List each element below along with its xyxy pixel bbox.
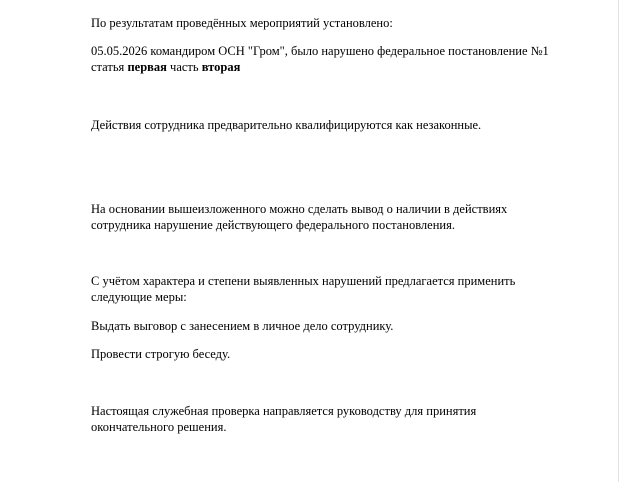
intro-paragraph: По результатам проведённых мероприятий установлено:: [91, 16, 393, 30]
part-number: вторая: [201, 60, 241, 74]
part-label: часть: [166, 60, 202, 74]
measures-intro-paragraph: [91, 273, 561, 305]
referral-line-1: Настоящая служебная проверка направляется руководству для принятия: [91, 404, 477, 418]
page-edge-divider: [618, 0, 619, 482]
violation-line-2: [91, 59, 561, 75]
referral-paragraph: [91, 403, 561, 435]
measures-intro-line-1: С учётом характера и степени выявленных нарушений предлагается применить: [91, 274, 516, 288]
measure-item: Выдать выговор с занесением в личное дело сотруднику.: [91, 319, 394, 333]
article-prefix: статья: [91, 60, 128, 74]
article-number: первая: [127, 60, 167, 74]
measure-item: Провести строгую беседу.: [91, 347, 231, 361]
measures-intro-line-2: следующие меры:: [91, 290, 187, 304]
conclusion-line-2: сотрудника нарушение действующего федерального постановления.: [91, 218, 455, 232]
conclusion-paragraph: [91, 201, 561, 233]
qualification-paragraph: Действия сотрудника предварительно квалифицируются как незаконные.: [91, 118, 482, 132]
violation-paragraph: [91, 43, 561, 75]
referral-line-2: окончательного решения.: [91, 420, 227, 434]
conclusion-line-1: На основании вышеизложенного можно сделать вывод о наличии в действиях: [91, 202, 508, 216]
violation-line-1: 05.05.2026 командиром ОСН "Гром", было нарушено федеральное постановление №1: [91, 44, 549, 58]
